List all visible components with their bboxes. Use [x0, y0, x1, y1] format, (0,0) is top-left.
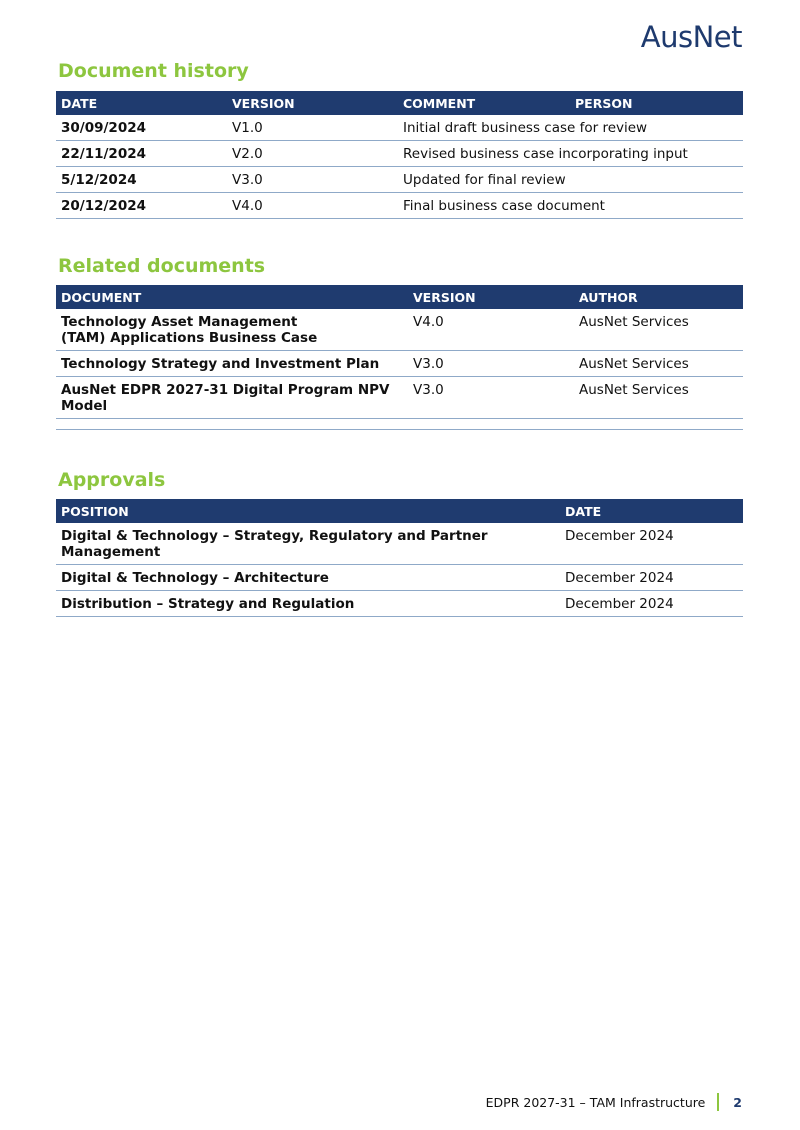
- table-row: [56, 377, 743, 419]
- document-history-heading: Document history: [58, 60, 249, 82]
- author-cell: AusNet Services: [574, 309, 743, 351]
- related-documents-table: [56, 285, 743, 419]
- document-cell: Technology Strategy and Investment Plan: [56, 351, 408, 377]
- footer-divider: [717, 1093, 719, 1111]
- column-header: DATE: [560, 499, 743, 523]
- date-cell: 20/12/2024: [56, 193, 227, 219]
- table-row: [56, 309, 743, 351]
- version-cell: V1.0: [227, 115, 398, 141]
- version-cell: V3.0: [408, 351, 574, 377]
- table-header-row: [56, 499, 743, 523]
- footer-document-title: EDPR 2027-31 – TAM Infrastructure: [485, 1094, 706, 1110]
- table-header-row: [56, 91, 743, 115]
- position-cell: Distribution – Strategy and Regulation: [56, 591, 560, 617]
- document-cell: AusNet EDPR 2027-31 Digital Program NPV Model: [56, 377, 408, 419]
- approvals-heading: Approvals: [58, 469, 166, 491]
- version-cell: V2.0: [227, 141, 398, 167]
- document-history-table: [56, 91, 743, 219]
- column-header: PERSON: [570, 91, 743, 115]
- ausnet-logo: AusNet: [640, 20, 742, 54]
- version-cell: V4.0: [408, 309, 574, 351]
- table-divider: [56, 429, 743, 430]
- column-header: VERSION: [408, 285, 574, 309]
- table-row: [56, 591, 743, 617]
- author-cell: AusNet Services: [574, 377, 743, 419]
- column-header: COMMENT: [398, 91, 570, 115]
- page-footer: [486, 1093, 742, 1111]
- date-cell: December 2024: [560, 591, 743, 617]
- column-header: DATE: [56, 91, 227, 115]
- table-row: [56, 351, 743, 377]
- position-cell: Digital & Technology – Strategy, Regulatory and Partner Management: [56, 523, 560, 565]
- table-row: [56, 115, 743, 141]
- page-number: 2: [733, 1094, 742, 1110]
- date-cell: 22/11/2024: [56, 141, 227, 167]
- date-cell: December 2024: [560, 523, 743, 565]
- table-row: [56, 565, 743, 591]
- position-cell: Digital & Technology – Architecture: [56, 565, 560, 591]
- table-row: [56, 167, 743, 193]
- date-cell: December 2024: [560, 565, 743, 591]
- version-cell: V3.0: [408, 377, 574, 419]
- approvals-table: [56, 499, 743, 617]
- author-cell: AusNet Services: [574, 351, 743, 377]
- column-header: VERSION: [227, 91, 398, 115]
- comment-cell: Final business case document: [398, 193, 743, 219]
- table-row: [56, 193, 743, 219]
- table-header-row: [56, 285, 743, 309]
- version-cell: V3.0: [227, 167, 398, 193]
- date-cell: 30/09/2024: [56, 115, 227, 141]
- comment-cell: Revised business case incorporating input: [398, 141, 743, 167]
- date-cell: 5/12/2024: [56, 167, 227, 193]
- column-header: DOCUMENT: [56, 285, 408, 309]
- table-row: [56, 141, 743, 167]
- document-cell: Technology Asset Management (TAM) Applications Business Case: [56, 309, 408, 351]
- related-documents-heading: Related documents: [58, 255, 266, 277]
- table-row: [56, 523, 743, 565]
- comment-cell: Updated for final review: [398, 167, 743, 193]
- version-cell: V4.0: [227, 193, 398, 219]
- column-header: AUTHOR: [574, 285, 743, 309]
- comment-cell: Initial draft business case for review: [398, 115, 743, 141]
- column-header: POSITION: [56, 499, 560, 523]
